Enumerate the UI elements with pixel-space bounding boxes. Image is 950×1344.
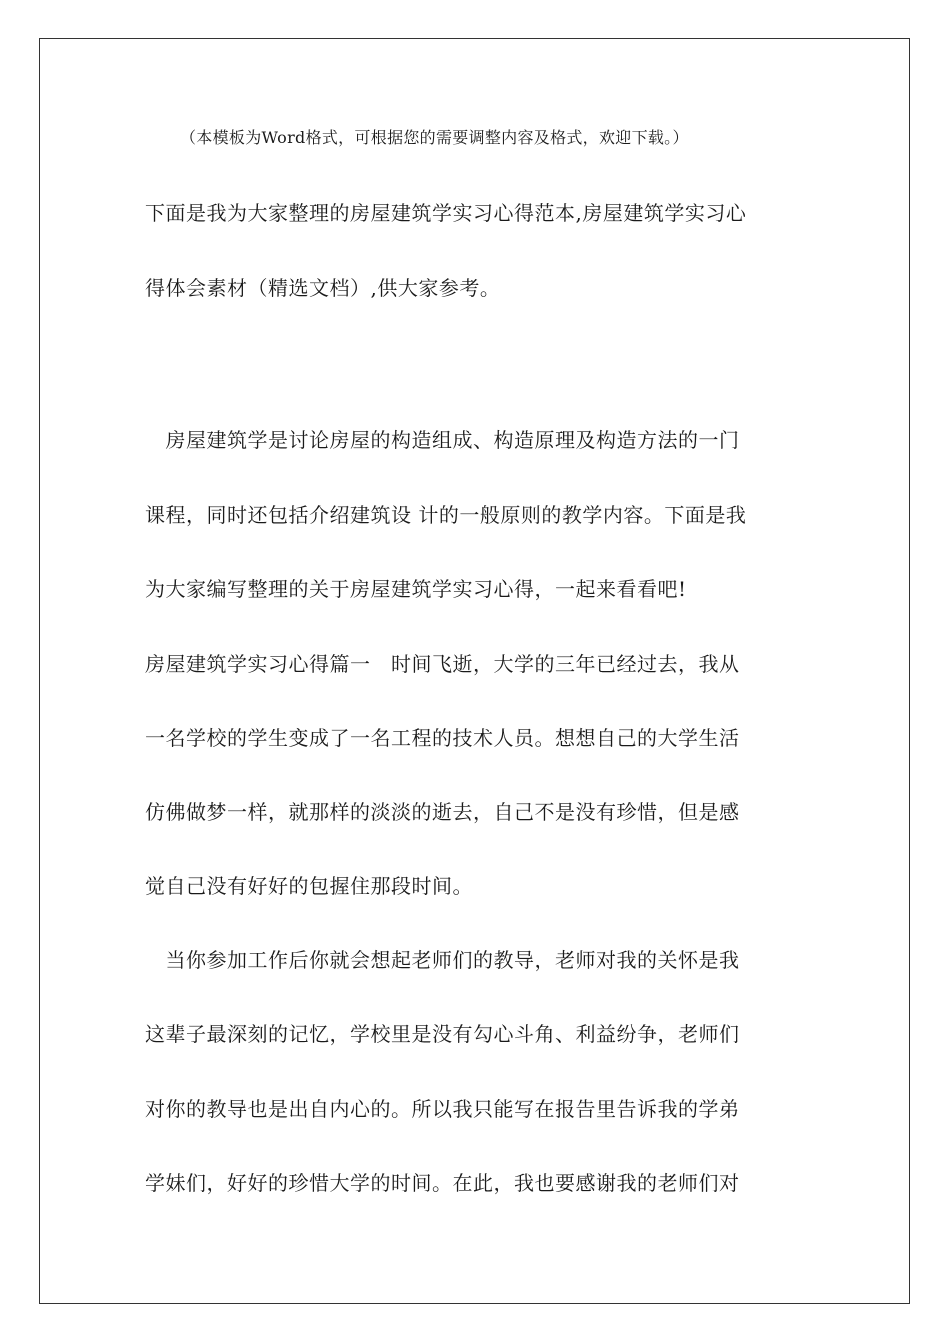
section-heading-line: 房屋建筑学实习心得篇一 时间飞逝，大学的三年已经过去，我从 — [145, 652, 740, 676]
paragraph-line: 房屋建筑学是讨论房屋的构造组成、构造原理及构造方法的一门 — [145, 428, 740, 452]
paragraph-line: 学妹们，好好的珍惜大学的时间。在此，我也要感谢我的老师们对 — [145, 1171, 740, 1195]
intro-line-2: 得体会素材（精选文档）,供大家参考。 — [145, 276, 501, 300]
paragraph-line: 一名学校的学生变成了一名工程的技术人员。想想自己的大学生活 — [145, 726, 740, 750]
intro-line-1: 下面是我为大家整理的房屋建筑学实习心得范本,房屋建筑学实习心 — [145, 201, 747, 225]
paragraph-line: 觉自己没有好好的包握住那段时间。 — [145, 874, 473, 898]
paragraph-line: 当你参加工作后你就会想起老师们的教导，老师对我的关怀是我 — [145, 948, 740, 972]
paragraph-line: 课程，同时还包括介绍建筑设 计的一般原则的教学内容。下面是我 — [145, 503, 747, 527]
paragraph-line: 对你的教导也是出自内心的。所以我只能写在报告里告诉我的学弟 — [145, 1097, 740, 1121]
paragraph-line: 为大家编写整理的关于房屋建筑学实习心得，一起来看看吧! — [145, 577, 687, 601]
paragraph-line: 仿佛做梦一样，就那样的淡淡的逝去，自己不是没有珍惜，但是感 — [145, 800, 740, 824]
paragraph-line: 这辈子最深刻的记忆，学校里是没有勾心斗角、利益纷争，老师们 — [145, 1022, 740, 1046]
template-note: （本模板为Word格式，可根据您的需要调整内容及格式，欢迎下载。） — [180, 128, 689, 147]
